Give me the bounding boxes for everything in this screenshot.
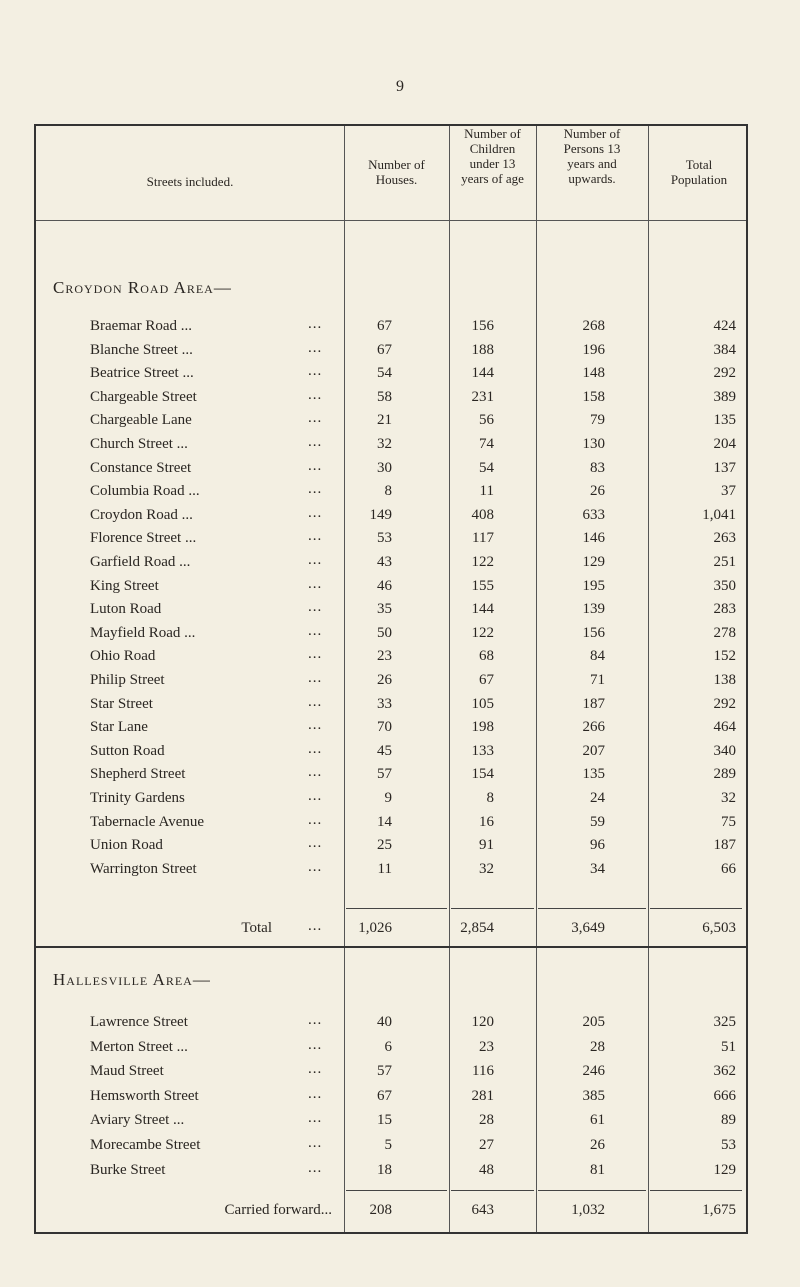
persons-cell: 633 <box>582 506 605 523</box>
children-cell: 198 <box>471 719 494 736</box>
children-cell: 16 <box>479 813 494 830</box>
children-cell: 116 <box>472 1063 494 1080</box>
header-rule <box>36 220 746 221</box>
persons-summary: 1,032 <box>571 1202 605 1218</box>
header-children: Number of Children under 13 years of age <box>461 126 524 186</box>
street-name: Shepherd Street <box>90 766 186 783</box>
table-row <box>36 740 746 766</box>
total-cell: 1,041 <box>702 506 736 523</box>
houses-cell: 32 <box>377 436 392 452</box>
total-cell: 152 <box>713 648 736 665</box>
street-name: Trinity Gardens <box>90 790 185 806</box>
children-cell: 154 <box>471 766 494 783</box>
persons-cell: 135 <box>582 766 605 783</box>
children-cell: 188 <box>471 341 494 358</box>
leader-dots: ... <box>308 481 323 498</box>
summary-rule <box>650 908 742 909</box>
persons-cell: 24 <box>590 790 605 806</box>
children-cell: 408 <box>471 506 494 523</box>
header-streets: Streets included. <box>146 174 234 189</box>
houses-summary: 208 <box>369 1202 392 1218</box>
houses-cell: 58 <box>377 388 392 405</box>
street-name: Sutton Road <box>90 742 165 759</box>
leader-dots: ... <box>308 858 323 875</box>
leader-dots: ... <box>308 552 323 568</box>
table-row <box>36 622 746 648</box>
leader-dots: ... <box>308 646 323 663</box>
total-cell: 204 <box>713 436 736 452</box>
table-row <box>36 719 746 742</box>
persons-cell: 79 <box>590 412 605 429</box>
houses-cell: 57 <box>377 1063 392 1080</box>
houses-cell: 25 <box>377 837 392 854</box>
street-name: Chargeable Lane <box>90 412 192 429</box>
houses-cell: 67 <box>377 318 392 334</box>
table-row <box>36 339 746 365</box>
houses-cell: 57 <box>377 766 392 783</box>
persons-cell: 148 <box>582 365 605 382</box>
children-cell: 74 <box>479 436 494 452</box>
table-row <box>36 436 746 459</box>
table-row <box>36 483 746 506</box>
leader-dots: ... <box>308 410 323 427</box>
houses-cell: 14 <box>377 813 392 830</box>
houses-cell: 67 <box>377 341 392 358</box>
street-name: Union Road <box>90 837 163 854</box>
houses-cell: 33 <box>377 695 392 712</box>
street-name: Chargeable Street <box>90 388 197 405</box>
children-cell: 48 <box>479 1161 494 1178</box>
total-cell: 340 <box>713 742 736 759</box>
leader-dots: ... <box>308 386 323 403</box>
leader-dots: ... <box>308 504 323 521</box>
street-name: Constance Street <box>90 459 192 476</box>
children-cell: 32 <box>479 860 494 877</box>
children-summary: 643 <box>471 1202 494 1218</box>
houses-cell: 53 <box>377 530 392 547</box>
children-cell: 133 <box>471 742 494 759</box>
persons-summary: 3,649 <box>571 920 605 936</box>
houses-cell: 43 <box>377 554 392 570</box>
houses-cell: 54 <box>377 365 392 382</box>
leader-dots: ... <box>308 1135 323 1151</box>
total-cell: 89 <box>721 1112 736 1129</box>
persons-cell: 83 <box>590 459 605 476</box>
total-cell: 362 <box>713 1063 736 1080</box>
total-cell: 292 <box>713 365 736 382</box>
street-name: Croydon Road ... <box>90 506 193 523</box>
street-name: Maud Street <box>90 1063 164 1080</box>
leader-dots: ... <box>308 363 323 380</box>
street-name: Florence Street ... <box>90 530 197 547</box>
header-total: Total Population <box>670 157 728 187</box>
persons-cell: 205 <box>582 1014 605 1030</box>
children-cell: 156 <box>471 318 494 334</box>
persons-cell: 195 <box>582 577 605 594</box>
street-name: Hemsworth Street <box>90 1087 199 1104</box>
leader-dots: ... <box>308 1012 323 1028</box>
leader-dots: ... <box>308 918 323 934</box>
persons-cell: 81 <box>590 1161 605 1178</box>
houses-cell: 26 <box>377 672 392 688</box>
leader-dots: ... <box>308 599 323 616</box>
houses-cell: 5 <box>384 1137 392 1153</box>
street-name: Star Lane <box>90 719 148 736</box>
houses-cell: 18 <box>377 1161 392 1178</box>
table-row <box>36 858 746 884</box>
children-cell: 120 <box>471 1014 494 1030</box>
children-cell: 54 <box>479 459 494 476</box>
children-cell: 11 <box>479 483 494 500</box>
persons-cell: 96 <box>590 837 605 854</box>
total-cell: 389 <box>713 388 736 405</box>
houses-cell: 40 <box>377 1014 392 1030</box>
leader-dots: ... <box>308 622 323 639</box>
leader-dots: ... <box>308 316 323 332</box>
total-cell: 289 <box>713 766 736 783</box>
street-name: Blanche Street ... <box>90 341 193 358</box>
table-row <box>36 318 746 341</box>
total-cell: 384 <box>713 341 736 358</box>
total-cell: 464 <box>713 719 736 736</box>
street-name: Beatrice Street ... <box>90 365 194 382</box>
table-row <box>36 766 746 789</box>
street-name: Merton Street ... <box>90 1038 188 1055</box>
children-cell: 144 <box>471 365 494 382</box>
persons-cell: 207 <box>582 742 605 759</box>
street-name: Warrington Street <box>90 860 197 877</box>
houses-summary: 1,026 <box>358 920 392 936</box>
street-name: Tabernacle Avenue <box>90 813 205 830</box>
leader-dots: ... <box>308 1061 323 1078</box>
street-name: Mayfield Road ... <box>90 624 196 641</box>
total-cell: 32 <box>721 790 736 806</box>
summary-rule <box>538 908 646 909</box>
summary-rule <box>451 1190 534 1191</box>
section-divider <box>36 946 746 948</box>
houses-cell: 21 <box>377 412 392 429</box>
street-name: Church Street ... <box>90 436 188 452</box>
persons-cell: 385 <box>582 1087 605 1104</box>
children-summary: 2,854 <box>460 920 494 936</box>
street-name: Columbia Road ... <box>90 483 200 500</box>
summary-rule <box>451 908 534 909</box>
persons-cell: 246 <box>582 1063 605 1080</box>
table-row <box>36 530 746 553</box>
summary-rule <box>346 908 447 909</box>
children-cell: 231 <box>471 388 494 405</box>
total-summary: 1,675 <box>702 1202 736 1218</box>
children-cell: 281 <box>471 1087 494 1104</box>
total-cell: 51 <box>721 1038 736 1055</box>
table-row <box>36 1014 746 1037</box>
table-row <box>36 365 746 388</box>
total-cell: 75 <box>721 813 736 830</box>
total-cell: 424 <box>713 318 736 334</box>
total-cell: 350 <box>713 577 736 594</box>
persons-cell: 146 <box>582 530 605 547</box>
table-row <box>36 554 746 577</box>
persons-cell: 196 <box>582 341 605 358</box>
persons-cell: 26 <box>590 1137 605 1153</box>
section-title: Hallesville Area— <box>53 970 211 989</box>
houses-cell: 45 <box>377 742 392 759</box>
table-row <box>36 837 746 860</box>
total-cell: 278 <box>713 624 736 641</box>
leader-dots: ... <box>308 457 323 474</box>
total-cell: 37 <box>721 483 736 500</box>
persons-cell: 34 <box>590 860 605 877</box>
header-houses: Number of Houses. <box>368 157 425 187</box>
street-name: Luton Road <box>90 601 162 618</box>
leader-dots: ... <box>308 1159 323 1176</box>
leader-dots: ... <box>308 1110 323 1127</box>
houses-cell: 9 <box>384 790 392 806</box>
table-row <box>36 648 746 671</box>
persons-cell: 268 <box>582 318 605 334</box>
street-name: Braemar Road ... <box>90 318 193 334</box>
leader-dots: ... <box>308 670 323 686</box>
total-cell: 666 <box>713 1087 736 1104</box>
street-name: Aviary Street ... <box>90 1112 185 1129</box>
leader-dots: ... <box>308 575 323 592</box>
total-cell: 53 <box>721 1137 736 1153</box>
total-cell: 283 <box>713 601 736 618</box>
summary-rule <box>538 1190 646 1191</box>
total-cell: 251 <box>713 554 736 570</box>
total-cell: 135 <box>713 412 736 429</box>
total-cell: 138 <box>713 672 736 688</box>
page-number: 9 <box>396 78 404 95</box>
street-name: Philip Street <box>90 672 165 688</box>
children-cell: 122 <box>471 624 494 641</box>
summary-rule <box>346 1190 447 1191</box>
houses-cell: 15 <box>377 1112 392 1129</box>
leader-dots: ... <box>308 434 323 450</box>
persons-cell: 266 <box>582 719 605 736</box>
persons-cell: 158 <box>582 388 605 405</box>
persons-cell: 26 <box>590 483 605 500</box>
leader-dots: ... <box>308 811 323 828</box>
children-cell: 155 <box>471 577 494 594</box>
houses-cell: 23 <box>377 648 392 665</box>
total-cell: 292 <box>713 695 736 712</box>
children-cell: 23 <box>479 1038 494 1055</box>
table-row <box>36 412 746 435</box>
table-row <box>36 386 746 412</box>
leader-dots: ... <box>308 528 323 545</box>
leader-dots: ... <box>308 788 323 804</box>
total-cell: 137 <box>713 459 736 476</box>
table-row <box>36 1112 746 1135</box>
children-cell: 67 <box>479 672 494 688</box>
children-cell: 122 <box>471 554 494 570</box>
summary-label: Total <box>241 920 272 936</box>
summary-row <box>36 1202 746 1225</box>
section-title: Croydon Road Area— <box>53 278 232 297</box>
leader-dots: ... <box>308 1085 323 1102</box>
total-summary: 6,503 <box>702 920 736 936</box>
persons-cell: 187 <box>582 695 605 712</box>
houses-cell: 8 <box>384 483 392 500</box>
children-cell: 8 <box>486 790 494 806</box>
summary-rule <box>650 1190 742 1191</box>
houses-cell: 70 <box>377 719 392 736</box>
houses-cell: 67 <box>377 1087 392 1104</box>
table-row <box>36 790 746 813</box>
houses-cell: 149 <box>369 506 392 523</box>
summary-label: Carried forward... <box>224 1202 332 1218</box>
table-row <box>36 1159 746 1185</box>
street-name: Lawrence Street <box>90 1014 188 1030</box>
children-cell: 91 <box>479 837 494 854</box>
children-cell: 68 <box>479 648 494 665</box>
children-cell: 27 <box>479 1137 494 1153</box>
table-row <box>36 457 746 483</box>
total-cell: 187 <box>713 837 736 854</box>
total-cell: 129 <box>713 1161 736 1178</box>
street-name: Morecambe Street <box>90 1137 201 1153</box>
street-name: Burke Street <box>90 1161 166 1178</box>
street-name: Ohio Road <box>90 648 156 665</box>
street-name: Star Street <box>90 695 153 712</box>
houses-cell: 35 <box>377 601 392 618</box>
table-row <box>36 575 746 601</box>
summary-row <box>36 920 746 943</box>
table-row <box>36 693 746 719</box>
leader-dots: ... <box>308 717 323 734</box>
table-row <box>36 504 746 530</box>
persons-cell: 28 <box>590 1038 605 1055</box>
persons-cell: 61 <box>590 1112 605 1129</box>
table-row <box>36 1063 746 1086</box>
persons-cell: 59 <box>590 813 605 830</box>
persons-cell: 156 <box>582 624 605 641</box>
street-name: Garfield Road ... <box>90 554 191 570</box>
table-row <box>36 601 746 624</box>
children-cell: 105 <box>471 695 494 712</box>
children-cell: 28 <box>479 1112 494 1129</box>
total-cell: 325 <box>713 1014 736 1030</box>
table-row <box>36 1085 746 1111</box>
houses-cell: 50 <box>377 624 392 641</box>
persons-cell: 139 <box>582 601 605 618</box>
leader-dots: ... <box>308 740 323 757</box>
table-row <box>36 811 746 837</box>
children-cell: 144 <box>471 601 494 618</box>
table-row <box>36 1137 746 1160</box>
leader-dots: ... <box>308 1036 323 1053</box>
leader-dots: ... <box>308 835 323 852</box>
houses-cell: 30 <box>377 459 392 476</box>
persons-cell: 71 <box>590 672 605 688</box>
persons-cell: 129 <box>582 554 605 570</box>
total-cell: 263 <box>713 530 736 547</box>
street-name: King Street <box>90 577 159 594</box>
houses-cell: 46 <box>377 577 392 594</box>
persons-cell: 84 <box>590 648 605 665</box>
population-table <box>34 124 748 1234</box>
table-row <box>36 1036 746 1062</box>
total-cell: 66 <box>721 860 736 877</box>
persons-cell: 130 <box>582 436 605 452</box>
table-row <box>36 672 746 695</box>
header-persons: Number of Persons 13 years and upwards. <box>563 126 621 186</box>
leader-dots: ... <box>308 764 323 781</box>
houses-cell: 6 <box>384 1038 392 1055</box>
leader-dots: ... <box>308 339 323 356</box>
children-cell: 56 <box>479 412 494 429</box>
leader-dots: ... <box>308 693 323 710</box>
houses-cell: 11 <box>377 860 392 877</box>
children-cell: 117 <box>472 530 494 547</box>
